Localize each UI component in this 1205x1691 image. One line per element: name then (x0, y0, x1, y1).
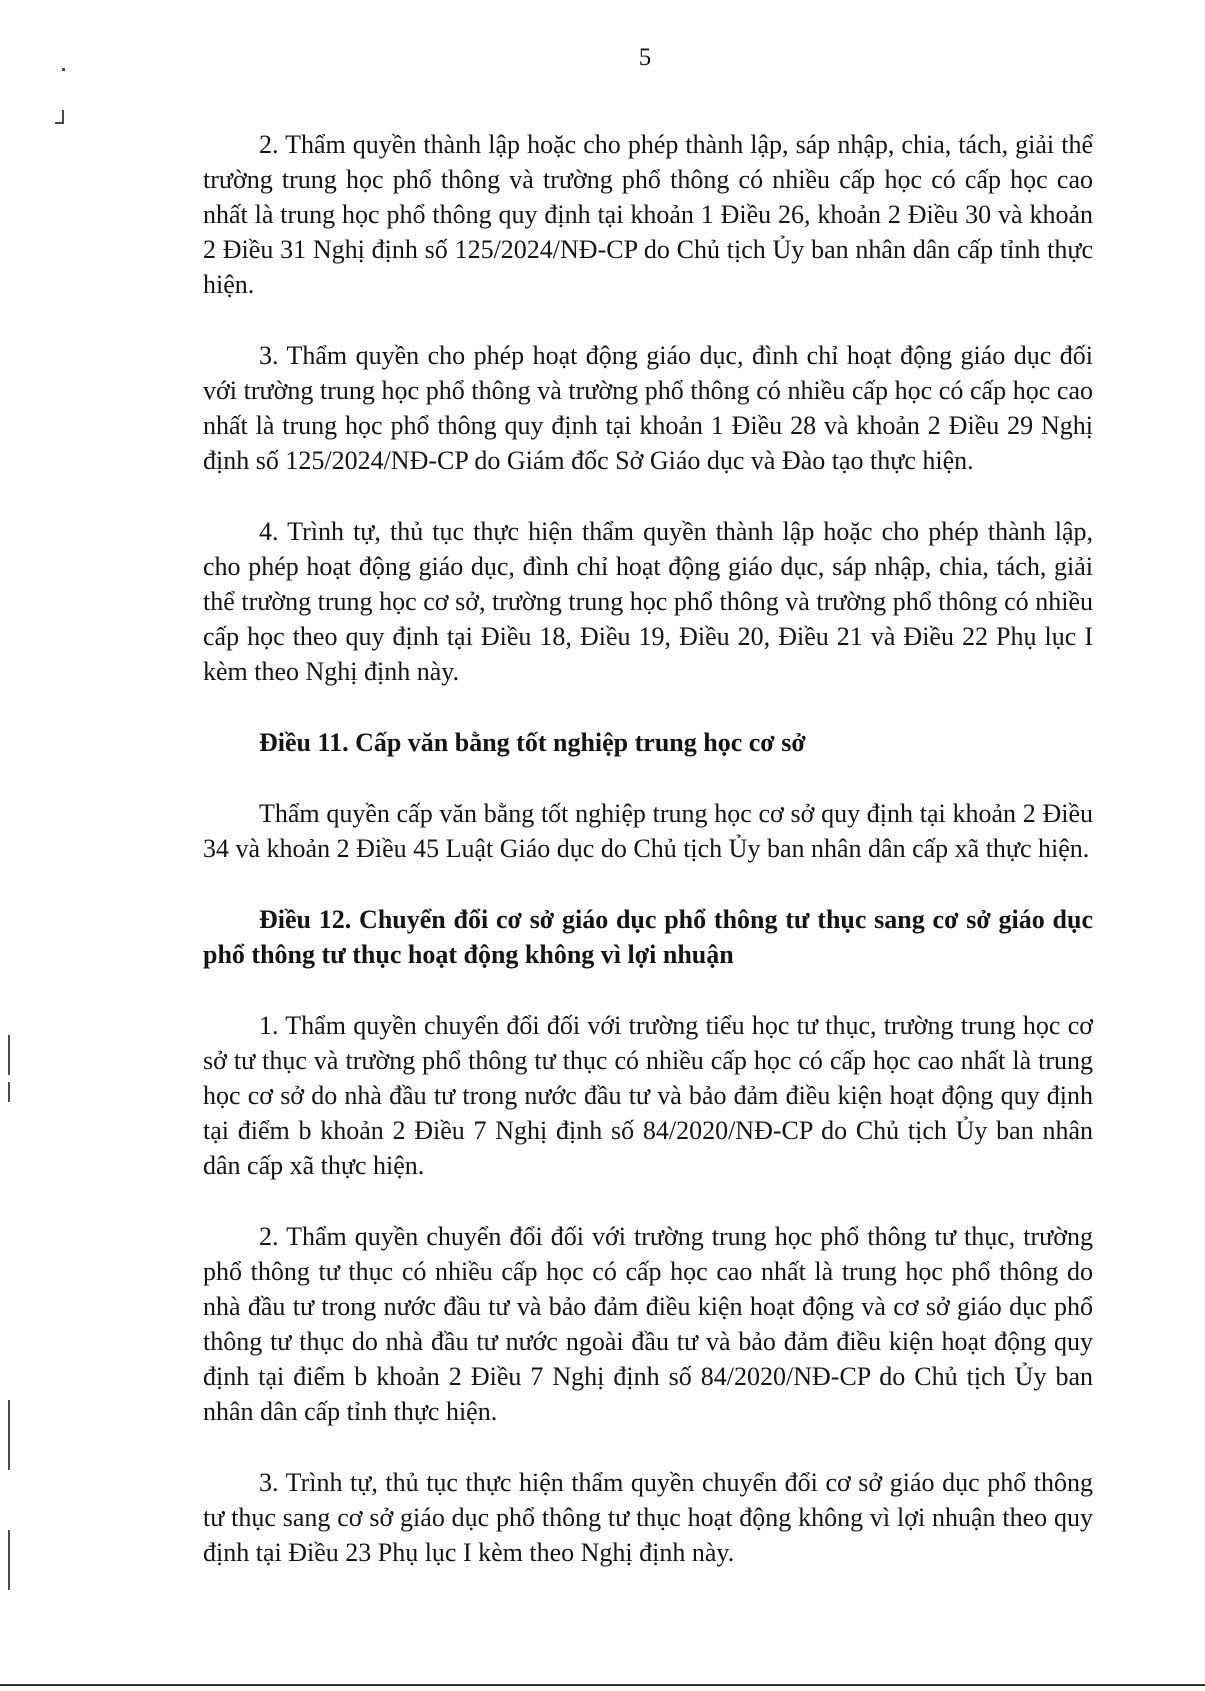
scan-mark (8, 1082, 10, 1102)
page-number: 5 (638, 44, 652, 71)
paragraph-article12-clause3: 3. Trình tự, thủ tục thực hiện thẩm quyền chuyển đổi cơ sở giáo dục phổ thông tư thục sang cơ sở giáo dục phổ thông tư thục hoạt động không vì lợi nhuận theo quy định tại Điều 23 Phụ lục I kèm theo Nghị định này. (203, 1468, 1093, 1567)
paragraph-article10-clause2: 2. Thẩm quyền thành lập hoặc cho phép thành lập, sáp nhập, chia, tách, giải thể trường trung học phổ thông và trường phổ thông có nhiều cấp học có cấp học cao nhất là trung học phổ thông quy định tại khoản 1 Điều 26, khoản 2 Điều 30 và khoản 2 Điều 31 Nghị định số 125/2024/NĐ-CP do Chủ tịch Ủy ban nhân dân cấp tỉnh thực hiện. (203, 130, 1093, 299)
paragraph-article11: Thẩm quyền cấp văn bằng tốt nghiệp trung học cơ sở quy định tại khoản 2 Điều 34 và khoản 2 Điều 45 Luật Giáo dục do Chủ tịch Ủy ban nhân dân cấp xã thực hiện. (203, 799, 1093, 863)
scan-mark (8, 1530, 10, 1590)
scan-mark (62, 68, 65, 71)
scan-mark (55, 122, 62, 124)
page-bottom-edge (0, 1684, 1205, 1686)
article-11-heading: Điều 11. Cấp văn bằng tốt nghiệp trung học cơ sở (259, 728, 806, 757)
paragraph-article12-clause1: 1. Thẩm quyền chuyển đổi đối với trường tiểu học tư thục, trường trung học cơ sở tư thục và trường phổ thông tư thục có nhiều cấp học có cấp học cao nhất là trung học cơ sở do nhà đầu tư trong nước đầu tư và bảo đảm điều kiện hoạt động quy định tại điểm b khoản 2 Điều 7 Nghị định số 84/2020/NĐ-CP do Chủ tịch Ủy ban nhân dân cấp xã thực hiện. (203, 1011, 1093, 1180)
paragraph-article12-clause2: 2. Thẩm quyền chuyển đổi đối với trường trung học phổ thông tư thục, trường phổ thông tư thục có nhiều cấp học có cấp học cao nhất là trung học phổ thông do nhà đầu tư trong nước đầu tư và bảo đảm điều kiện hoạt động và cơ sở giáo dục phổ thông tư thục do nhà đầu tư nước ngoài đầu tư và bảo đảm điều kiện hoạt động quy định tại điểm b khoản 2 Điều 7 Nghị định số 84/2020/NĐ-CP do Chủ tịch Ủy ban nhân dân cấp tỉnh thực hiện. (203, 1222, 1093, 1426)
scan-mark (8, 1400, 10, 1470)
paragraph-article10-clause4: 4. Trình tự, thủ tục thực hiện thẩm quyền thành lập hoặc cho phép thành lập, cho phép hoạt động giáo dục, đình chỉ hoạt động giáo dục, sáp nhập, chia, tách, giải thể trường trung học cơ sở, trường trung học phổ thông và trường phổ thông có nhiều cấp học theo quy định tại Điều 18, Điều 19, Điều 20, Điều 21 và Điều 22 Phụ lục I kèm theo Nghị định này. (203, 517, 1093, 686)
scan-mark (62, 110, 64, 124)
paragraph-article10-clause3: 3. Thẩm quyền cho phép hoạt động giáo dục, đình chỉ hoạt động giáo dục đối với trường trung học phổ thông và trường phổ thông có nhiều cấp học có cấp học cao nhất là trung học phổ thông quy định tại khoản 1 Điều 28 và khoản 2 Điều 29 Nghị định số 125/2024/NĐ-CP do Giám đốc Sở Giáo dục và Đào tạo thực hiện. (203, 341, 1093, 475)
article-12-heading: Điều 12. Chuyển đổi cơ sở giáo dục phổ thông tư thục sang cơ sở giáo dục phổ thông tư thục hoạt động không vì lợi nhuận (203, 905, 1093, 969)
scan-mark (8, 1035, 10, 1075)
document-body (203, 127, 1093, 1606)
